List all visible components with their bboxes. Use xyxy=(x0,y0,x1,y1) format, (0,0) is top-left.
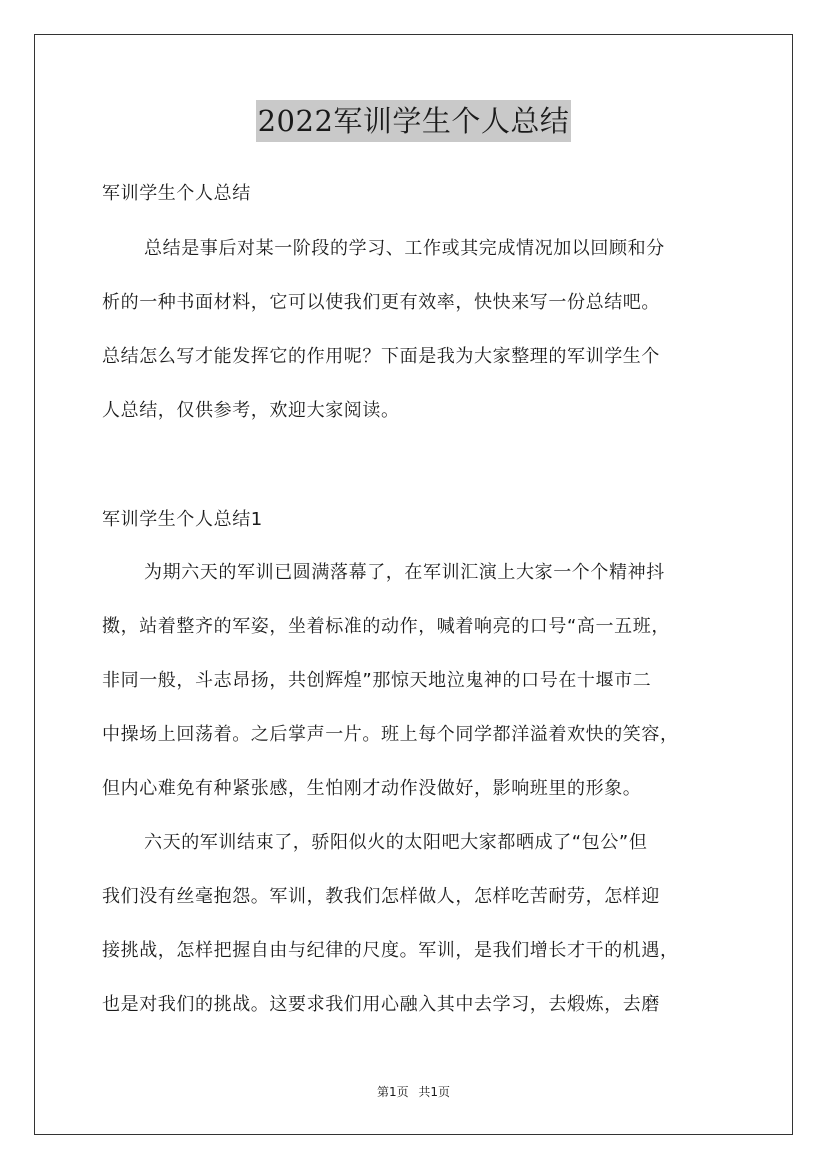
paragraph-line: 非同一般，斗志昂扬，共创辉煌”那惊天地泣鬼神的口号在十堰市二 xyxy=(102,670,652,691)
document-title: 2022军训学生个人总结 xyxy=(256,100,572,142)
intro-line: 总结是事后对某一阶段的学习、工作或其完成情况加以回顾和分 xyxy=(144,238,665,259)
paragraph-line: 六天的军训结束了，骄阳似火的太阳吧大家都晒成了“包公”但 xyxy=(144,832,648,853)
section-heading: 军训学生个人总结1 xyxy=(102,509,263,530)
intro-line: 人总结，仅供参考，欢迎大家阅读。 xyxy=(102,400,400,421)
paragraph-line: 我们没有丝毫抱怨。军训，教我们怎样做人，怎样吃苦耐劳，怎样迎 xyxy=(102,886,660,907)
paragraph-line: 中操场上回荡着。之后掌声一片。班上每个同学都洋溢着欢快的笑容， xyxy=(102,724,679,745)
title-container xyxy=(0,100,827,142)
paragraph-line: 擞，站着整齐的军姿，坐着标准的动作，喊着响亮的口号“高一五班， xyxy=(102,616,670,637)
subtitle: 军训学生个人总结 xyxy=(102,183,251,204)
page-footer xyxy=(0,1083,827,1101)
paragraph-line: 接挑战，怎样把握自由与纪律的尺度。军训，是我们增长才干的机遇， xyxy=(102,940,679,961)
page-number: 第1页 xyxy=(376,1085,409,1099)
page-total: 共1页 xyxy=(418,1085,451,1099)
paragraph-line: 但内心难免有种紧张感，生怕刚才动作没做好，影响班里的形象。 xyxy=(102,778,642,799)
intro-line: 总结怎么写才能发挥它的作用呢？下面是我为大家整理的军训学生个 xyxy=(102,346,660,367)
intro-line: 析的一种书面材料，它可以使我们更有效率，快快来写一份总结吧。 xyxy=(102,292,660,313)
paragraph-line: 为期六天的军训已圆满落幕了，在军训汇演上大家一个个精神抖 xyxy=(144,562,665,583)
paragraph-line: 也是对我们的挑战。这要求我们用心融入其中去学习，去煅炼，去磨 xyxy=(102,994,660,1015)
